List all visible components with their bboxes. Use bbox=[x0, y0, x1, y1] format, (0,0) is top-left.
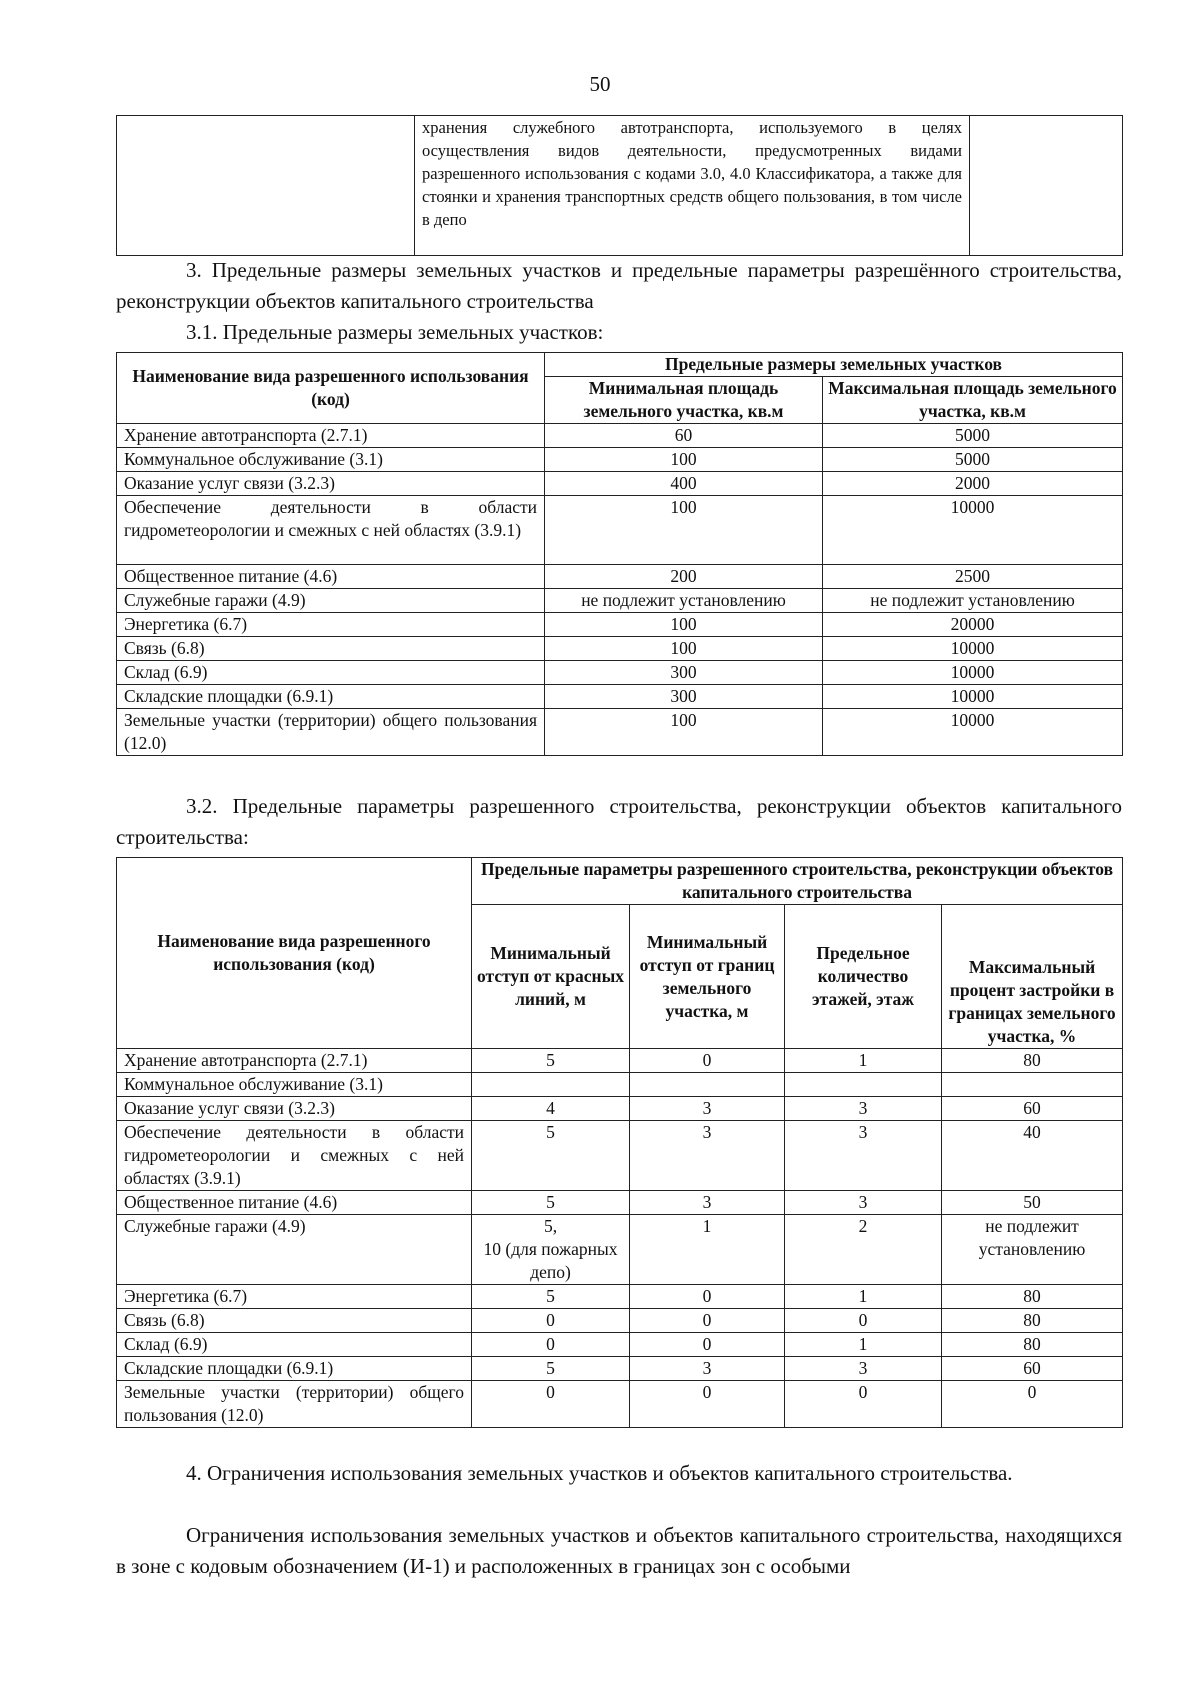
section-4-heading: 4. Ограничения использования земельных участков и объектов капитального строительства. bbox=[186, 1461, 1013, 1485]
table-row bbox=[117, 589, 1123, 613]
row-name: Складские площадки (6.9.1) bbox=[117, 685, 545, 709]
table-row bbox=[117, 1381, 1123, 1428]
min-area-cell: 100 bbox=[545, 448, 823, 472]
page-number: 50 bbox=[589, 72, 611, 96]
coverage-cell: не подлежит установлению bbox=[942, 1215, 1123, 1285]
table2-body bbox=[117, 1049, 1123, 1428]
floors-cell: 0 bbox=[785, 1381, 942, 1428]
max-area-cell: 10000 bbox=[823, 637, 1123, 661]
floors-cell: 1 bbox=[785, 1049, 942, 1073]
construction-parameters-table bbox=[116, 857, 1123, 1428]
min-area-cell: 100 bbox=[545, 613, 823, 637]
row-name: Земельные участки (территории) общего пользования (12.0) bbox=[117, 1381, 472, 1428]
max-area-cell: 5000 bbox=[823, 424, 1123, 448]
table-row bbox=[117, 613, 1123, 637]
row-name: Коммунальное обслуживание (3.1) bbox=[117, 1073, 472, 1097]
coverage-cell: 0 bbox=[942, 1381, 1123, 1428]
row-name: Обеспечение деятельности в области гидрометеорологии и смежных с ней областях (3.9.1) bbox=[117, 1121, 472, 1191]
section-3-1-heading: 3.1. Предельные размеры земельных участков: bbox=[186, 320, 604, 344]
row-name: Хранение автотранспорта (2.7.1) bbox=[117, 1049, 472, 1073]
max-area-cell: 10000 bbox=[823, 709, 1123, 756]
min-area-cell: 100 bbox=[545, 709, 823, 756]
max-area-cell: 20000 bbox=[823, 613, 1123, 637]
red-line-setback-cell: 0 bbox=[472, 1381, 630, 1428]
coverage-cell bbox=[942, 1073, 1123, 1097]
table2-header-red-line-setback: Минимальный отступ от красных линий, м bbox=[472, 905, 630, 1049]
table-row bbox=[117, 1049, 1123, 1073]
table-row bbox=[117, 661, 1123, 685]
coverage-cell: 60 bbox=[942, 1357, 1123, 1381]
continuation-table bbox=[116, 115, 1123, 256]
red-line-setback-cell: 5 bbox=[472, 1049, 630, 1073]
continuation-empty-cell bbox=[970, 116, 1123, 256]
coverage-cell: 80 bbox=[942, 1049, 1123, 1073]
red-line-setback-cell: 4 bbox=[472, 1097, 630, 1121]
boundary-setback-cell: 3 bbox=[630, 1097, 785, 1121]
table1-header-name: Наименование вида разрешенного использования (код) bbox=[117, 353, 545, 424]
row-name: Общественное питание (4.6) bbox=[117, 565, 545, 589]
boundary-setback-cell bbox=[630, 1073, 785, 1097]
section-3-heading: 3. Предельные размеры земельных участков и предельные параметры разрешённого строительства, реконструкции объектов капитального строительства bbox=[116, 258, 1122, 313]
boundary-setback-cell: 3 bbox=[630, 1121, 785, 1191]
min-area-cell: 200 bbox=[545, 565, 823, 589]
table-row bbox=[117, 1285, 1123, 1309]
row-name: Служебные гаражи (4.9) bbox=[117, 589, 545, 613]
coverage-cell: 50 bbox=[942, 1191, 1123, 1215]
boundary-setback-cell: 3 bbox=[630, 1357, 785, 1381]
boundary-setback-cell: 0 bbox=[630, 1285, 785, 1309]
max-area-cell: 5000 bbox=[823, 448, 1123, 472]
red-line-setback-cell: 5 bbox=[472, 1285, 630, 1309]
max-area-cell: 2000 bbox=[823, 472, 1123, 496]
row-name: Земельные участки (территории) общего пользования (12.0) bbox=[117, 709, 545, 756]
floors-cell: 1 bbox=[785, 1285, 942, 1309]
row-name: Обеспечение деятельности в области гидрометеорологии и смежных с ней областях (3.9.1) bbox=[117, 496, 545, 565]
table-row bbox=[117, 1215, 1123, 1285]
boundary-setback-cell: 3 bbox=[630, 1191, 785, 1215]
boundary-setback-cell: 0 bbox=[630, 1049, 785, 1073]
min-area-cell: 300 bbox=[545, 685, 823, 709]
section-3-2-heading: 3.2. Предельные параметры разрешенного строительства, реконструкции объектов капитального строительства: bbox=[116, 794, 1122, 849]
row-name: Энергетика (6.7) bbox=[117, 1285, 472, 1309]
table-row bbox=[117, 1073, 1123, 1097]
table-row bbox=[117, 424, 1123, 448]
floors-cell bbox=[785, 1073, 942, 1097]
red-line-setback-cell: 5 bbox=[472, 1357, 630, 1381]
row-name: Коммунальное обслуживание (3.1) bbox=[117, 448, 545, 472]
table-row bbox=[117, 709, 1123, 756]
table1-header-group: Предельные размеры земельных участков bbox=[545, 353, 1123, 377]
max-area-cell: не подлежит установлению bbox=[823, 589, 1123, 613]
table-row bbox=[117, 472, 1123, 496]
table-row bbox=[117, 1357, 1123, 1381]
table-row bbox=[117, 1333, 1123, 1357]
max-area-cell: 10000 bbox=[823, 496, 1123, 565]
table-row bbox=[117, 1191, 1123, 1215]
boundary-setback-cell: 0 bbox=[630, 1333, 785, 1357]
continuation-empty-cell bbox=[117, 116, 415, 256]
max-area-cell: 10000 bbox=[823, 661, 1123, 685]
row-name: Склад (6.9) bbox=[117, 661, 545, 685]
table-row bbox=[117, 685, 1123, 709]
table-row bbox=[117, 565, 1123, 589]
table-row bbox=[117, 1309, 1123, 1333]
row-name: Служебные гаражи (4.9) bbox=[117, 1215, 472, 1285]
coverage-cell: 40 bbox=[942, 1121, 1123, 1191]
table2-header-coverage: Максимальный процент застройки в границах земельного участка, % bbox=[942, 905, 1123, 1049]
table2-header-boundary-setback: Минимальный отступ от границ земельного участка, м bbox=[630, 905, 785, 1049]
boundary-setback-cell: 1 bbox=[630, 1215, 785, 1285]
min-area-cell: 60 bbox=[545, 424, 823, 448]
min-area-cell: 100 bbox=[545, 496, 823, 565]
floors-cell: 0 bbox=[785, 1309, 942, 1333]
max-area-cell: 2500 bbox=[823, 565, 1123, 589]
coverage-cell: 60 bbox=[942, 1097, 1123, 1121]
row-name: Энергетика (6.7) bbox=[117, 613, 545, 637]
row-name: Оказание услуг связи (3.2.3) bbox=[117, 472, 545, 496]
red-line-setback-cell: 5, 10 (для пожарных депо) bbox=[472, 1215, 630, 1285]
row-name: Склад (6.9) bbox=[117, 1333, 472, 1357]
land-plot-size-table bbox=[116, 352, 1123, 756]
row-name: Складские площадки (6.9.1) bbox=[117, 1357, 472, 1381]
table1-header-min: Минимальная площадь земельного участка, кв.м bbox=[545, 377, 823, 424]
min-area-cell: 400 bbox=[545, 472, 823, 496]
row-name: Общественное питание (4.6) bbox=[117, 1191, 472, 1215]
table-row bbox=[117, 496, 1123, 565]
min-area-cell: 100 bbox=[545, 637, 823, 661]
red-line-setback-cell: 5 bbox=[472, 1121, 630, 1191]
red-line-setback-cell: 5 bbox=[472, 1191, 630, 1215]
floors-cell: 1 bbox=[785, 1333, 942, 1357]
row-name: Связь (6.8) bbox=[117, 1309, 472, 1333]
coverage-cell: 80 bbox=[942, 1333, 1123, 1357]
table-row bbox=[117, 1121, 1123, 1191]
max-area-cell: 10000 bbox=[823, 685, 1123, 709]
table2-header-name: Наименование вида разрешенного использования (код) bbox=[117, 858, 472, 1049]
floors-cell: 3 bbox=[785, 1191, 942, 1215]
table1-body bbox=[117, 424, 1123, 756]
table1-header-max: Максимальная площадь земельного участка, кв.м bbox=[823, 377, 1123, 424]
coverage-cell: 80 bbox=[942, 1309, 1123, 1333]
table2-header-floors: Предельное количество этажей, этаж bbox=[785, 905, 942, 1049]
red-line-setback-cell bbox=[472, 1073, 630, 1097]
row-name: Оказание услуг связи (3.2.3) bbox=[117, 1097, 472, 1121]
min-area-cell: не подлежит установлению bbox=[545, 589, 823, 613]
floors-cell: 2 bbox=[785, 1215, 942, 1285]
table-row bbox=[117, 1097, 1123, 1121]
floors-cell: 3 bbox=[785, 1357, 942, 1381]
boundary-setback-cell: 0 bbox=[630, 1381, 785, 1428]
red-line-setback-cell: 0 bbox=[472, 1309, 630, 1333]
table-row bbox=[117, 637, 1123, 661]
section-4-text: Ограничения использования земельных участков и объектов капитального строительства, находящихся в зоне с кодовым обозначением (И-1) и расположенных в границах зон с особыми bbox=[116, 1523, 1122, 1578]
boundary-setback-cell: 0 bbox=[630, 1309, 785, 1333]
red-line-setback-cell: 0 bbox=[472, 1333, 630, 1357]
row-name: Связь (6.8) bbox=[117, 637, 545, 661]
floors-cell: 3 bbox=[785, 1097, 942, 1121]
table2-header-group: Предельные параметры разрешенного строительства, реконструкции объектов капитального строительства bbox=[472, 858, 1123, 905]
floors-cell: 3 bbox=[785, 1121, 942, 1191]
table-row bbox=[117, 448, 1123, 472]
continuation-text: хранения служебного автотранспорта, используемого в целях осуществления видов деятельности, предусмотренных видами разрешенного использования с кодами 3.0, 4.0 Классификатора, а также для стоянки и хранения транспортных средств общего пользования, в том числе в депо bbox=[415, 116, 970, 256]
min-area-cell: 300 bbox=[545, 661, 823, 685]
row-name: Хранение автотранспорта (2.7.1) bbox=[117, 424, 545, 448]
coverage-cell: 80 bbox=[942, 1285, 1123, 1309]
